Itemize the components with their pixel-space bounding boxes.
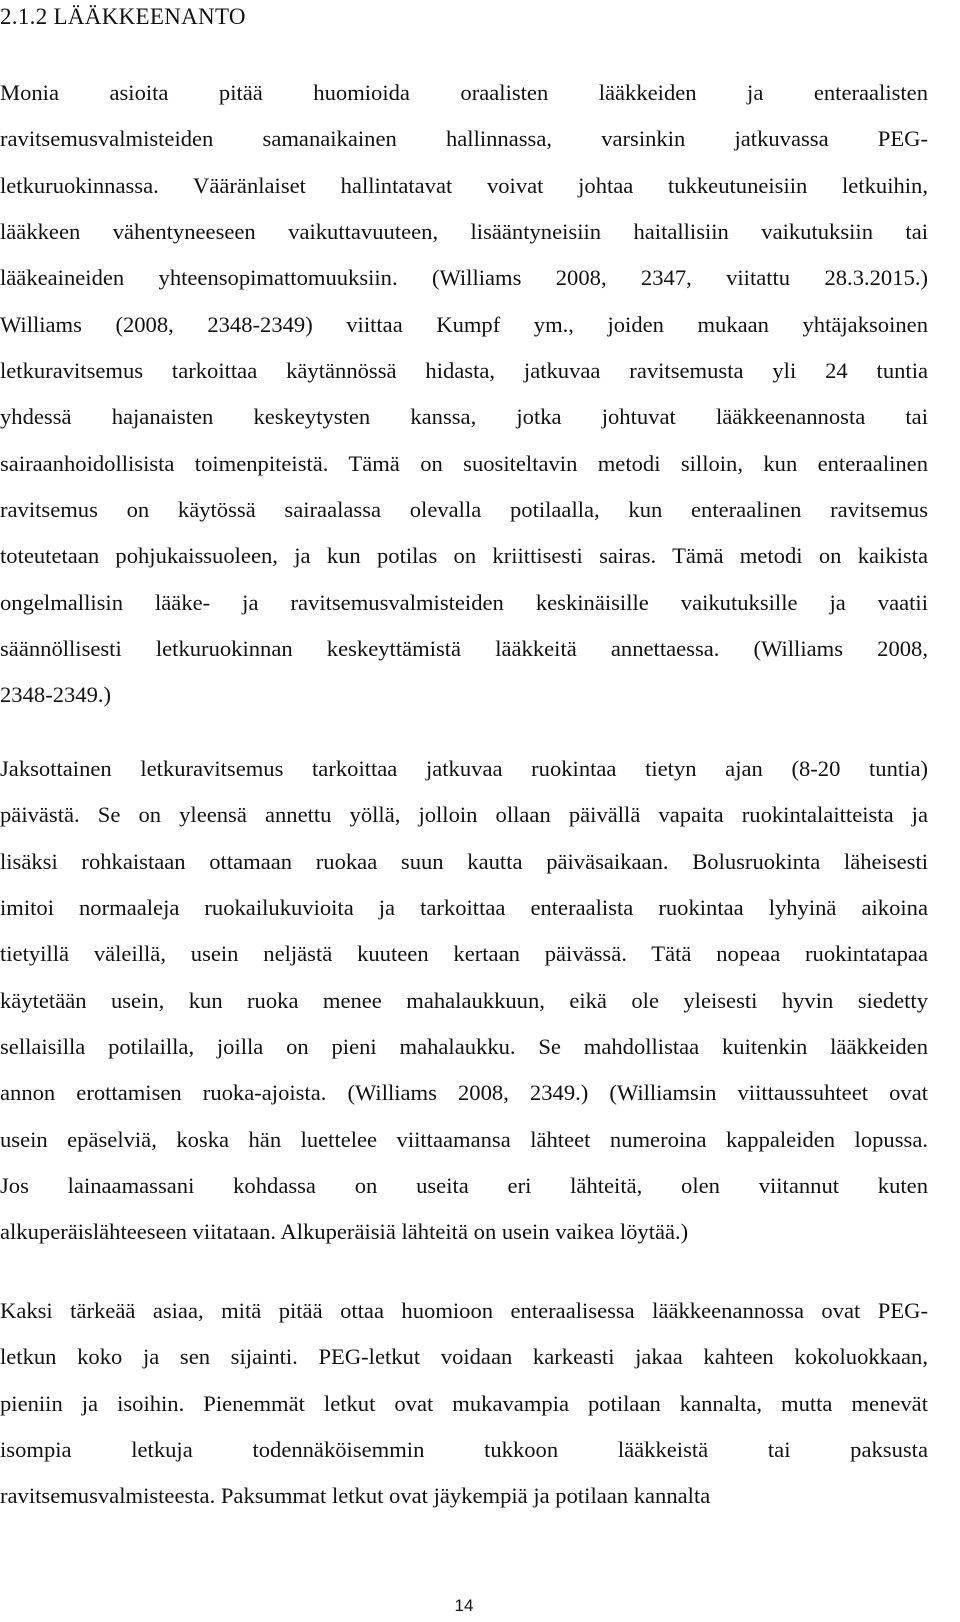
text-line: lääkkeen vähentyneeseen vaikuttavuuteen, lisääntyneisiin haitallisiin vaikutuksiin tai [0,219,928,245]
text-line: yhdessä hajanaisten keskeytysten kanssa, jotka johtuvat lääkkeenannosta tai [0,404,928,430]
text-line: Monia asioita pitää huomioida oraalisten lääkkeiden ja enteraalisten [0,80,928,105]
text-line: lääkeaineiden yhteensopimattomuuksiin. (Williams 2008, 2347, viitattu 28.3.2015.) [0,265,928,291]
text-line: Kaksi tärkeää asiaa, mitä pitää ottaa huomioon enteraalisessa lääkkeenannossa ovat PEG- [0,1298,928,1323]
paragraph-peg-tube-size [0,1288,928,1520]
text-line: ravitsemusvalmisteesta. Paksummat letkut ovat jäykempiä ja potilaan kannalta [0,1483,711,1509]
text-line: letkuravitsemus tarkoittaa käytännössä hidasta, jatkuvaa ravitsemusta yli 24 tuntia [0,358,928,384]
page-number: 14 [454,1596,474,1615]
text-line: imitoi normaaleja ruokailukuvioita ja tarkoittaa enteraalista ruokintaa lyhyinä aikoina [0,895,928,921]
text-line: Jaksottainen letkuravitsemus tarkoittaa jatkuvaa ruokintaa tietyn ajan (8-20 tuntia) [0,756,928,781]
text-line: ravitsemus on käytössä sairaalassa olevalla potilaalla, kun enteraalinen ravitsemus [0,497,928,523]
text-line: tietyillä väleillä, usein neljästä kuuteen kertaan päivässä. Tätä nopeaa ruokintatapaa [0,941,928,967]
text-line: lisäksi rohkaistaan ottamaan ruokaa suun kautta päiväsaikaan. Bolusruokinta läheisesti [0,848,928,874]
text-line: letkun koko ja sen sijainti. PEG-letkut voidaan karkeasti jakaa kahteen kokoluokkaan, [0,1344,928,1370]
text-line: isompia letkuja todennäköisemmin tukkoon lääkkeistä tai paksusta [0,1437,928,1463]
text-line: annon erottamisen ruoka-ajoista. (Williams 2008, 2349.) (Williamsin viittaussuhteet ovat [0,1080,928,1106]
text-line: ravitsemusvalmisteiden samanaikainen hallinnassa, varsinkin jatkuvassa PEG- [0,126,928,152]
text-line: toteutetaan pohjukaissuoleen, ja kun potilas on kriittisesti sairas. Tämä metodi on kaikista [0,543,928,569]
text-line: sairaanhoidollisista toimenpiteistä. Tämä on suositeltavin metodi silloin, kun enteraalinen [0,450,928,476]
text-line: alkuperäislähteeseen viitataan. Alkuperäisiä lähteitä on usein vaikea löytää.) [0,1219,689,1245]
text-line: pieniin ja isoihin. Pienemmät letkut ovat mukavampia potilaan kannalta, mutta menevät [0,1390,928,1416]
text-line: säännöllisesti letkuruokinnan keskeyttämistä lääkkeitä annettaessa. (Williams 2008, [0,636,928,662]
text-line: Williams (2008, 2348-2349) viittaa Kumpf ym., joiden mukaan yhtäjaksoinen [0,311,928,337]
text-line: 2348-2349.) [0,682,112,708]
text-line: letkuruokinnassa. Vääränlaiset hallintatavat voivat johtaa tukkeutuneisiin letkuihin, [0,172,928,198]
text-line: Jos lainaamassani kohdassa on useita eri lähteitä, olen viitannut kuten [0,1173,928,1199]
text-line: käytetään usein, kun ruoka menee mahalaukkuun, eikä ole yleisesti hyvin siedetty [0,987,928,1013]
text-line: sellaisilla potilailla, joilla on pieni mahalaukku. Se mahdollistaa kuitenkin lääkkeiden [0,1034,928,1060]
text-line: usein epäselviä, koska hän luettelee viittaamansa lähteet numeroina kappaleiden lopussa. [0,1126,928,1152]
text-line: päivästä. Se on yleensä annettu yöllä, jolloin ollaan päivällä vapaita ruokintalaitteista ja [0,802,928,828]
section-heading: 2.1.2 LÄÄKKEENANTO [0,4,246,29]
paragraph-medication-administration [0,70,928,719]
paragraph-intermittent-feeding [0,746,928,1256]
text-line: ongelmallisin lääke- ja ravitsemusvalmisteiden keskinäisille vaikutuksille ja vaatii [0,589,928,615]
